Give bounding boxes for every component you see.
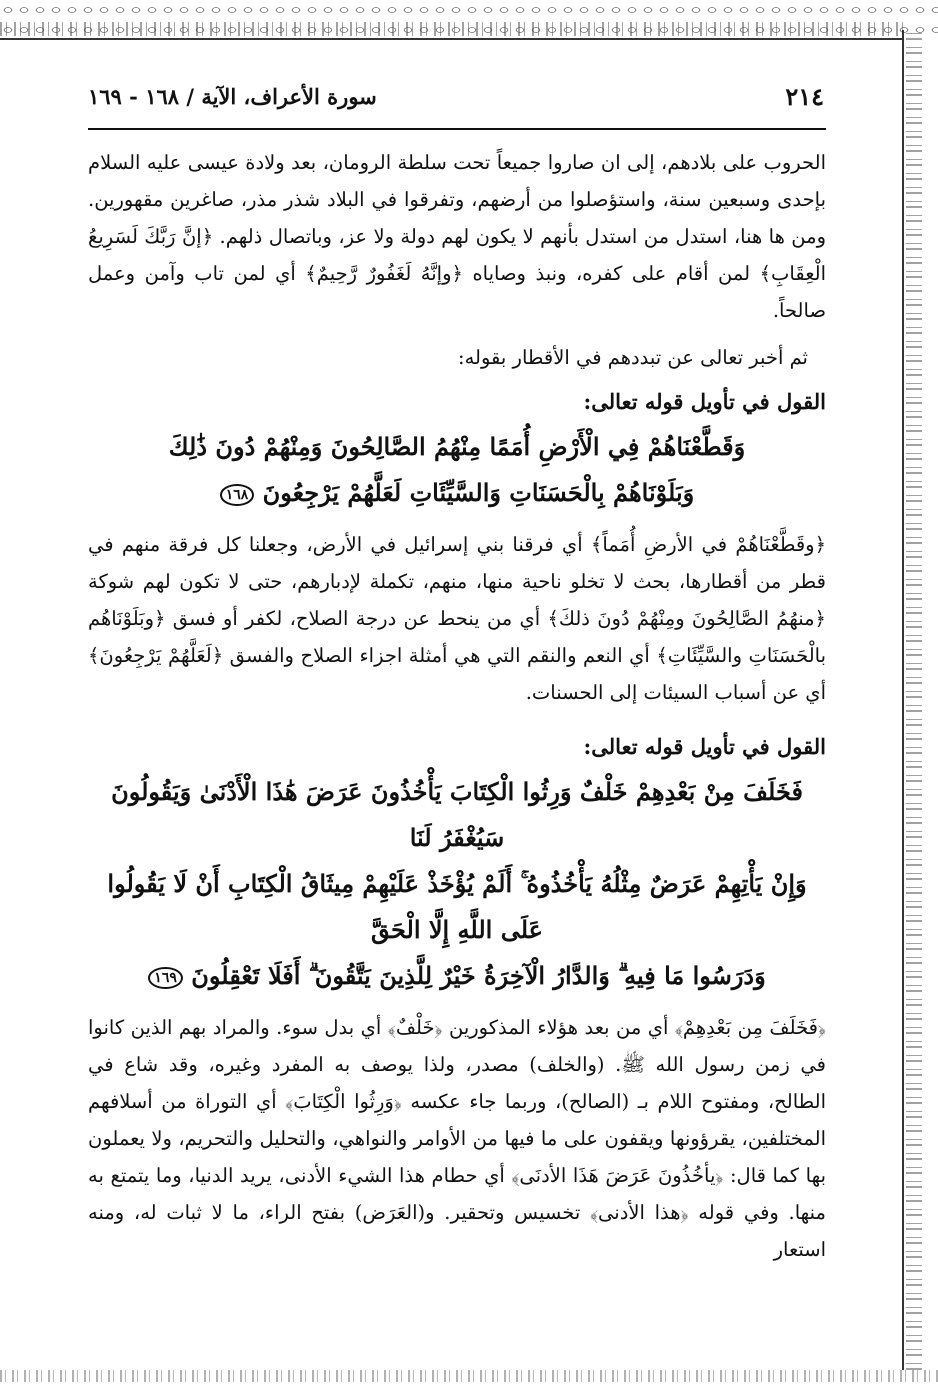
verse-168-line-1: وَقَطَّعْنَاهُمْ فِي الْأَرْضِ أُمَمًا مِنْهُمُ الصَّالِحُونَ وَمِنْهُمْ دُونَ ذَٰلِكَ [168, 432, 746, 461]
verse-number-169: ١٦٩ [148, 967, 183, 989]
verse-169 [88, 769, 826, 999]
decorative-border-bottom [0, 1362, 938, 1387]
border-line-right [902, 30, 904, 1370]
decorative-border-right [896, 0, 938, 1387]
border-pattern-top [0, 22, 910, 36]
running-header [88, 70, 826, 130]
verse-168-line-2-text: وَبَلَوْنَاهُمْ بِالْحَسَنَاتِ وَالسَّيِّئَاتِ لَعَلَّهُمْ يَرْجِعُونَ [262, 478, 695, 507]
section-title-2: القول في تأويل قوله تعالى: [583, 734, 826, 759]
paragraph-3: ﴿وقَطَّعْنَاهُمْ في الأرضِ أُمَماً﴾ أي فرقنا بني إسرائيل في الأرض، وجعلنا كل فرقة منهم في قطر من أقطارها، بحث لا تخلو ناحية منها، منهم، تكملة لإدبارهم، حتى لا تكون لهم شوكة ﴿منهُمُ الصَّالِحُونَ ومِنْهُمْ دُونَ ذلكَ﴾ أي من ينحط عن درجة الصلاح، لكفر أو فسق ﴿وبَلَوْنَاهُم بالْحَسَنَاتِ والسَّيِّئَاتِ﴾ أي النعم والنقم التي هي أمثلة اجزاء الصلاح والفسق ﴿لَعَلَّهُمْ يَرْجِعُونَ﴾ أي عن أسباب السيئات إلى الحسنات. [88, 533, 826, 704]
header-title: سورة الأعراف، الآية / ١٦٨ - ١٦٩ [88, 84, 377, 109]
paragraph-4: ﴿فَخَلَفَ مِن بَعْدِهِمْ﴾ أي من بعد هؤلاء المذكورين ﴿خَلْفٌ﴾ أي بدل سوء. والمراد بهم الذين كانوا في زمن رسول الله ﷺ. (والخلف) مصدر، ولذا يوصف به المفرد وغيره، وقد شاع في الطالح، ومفتوح اللام بـ (الصالح)، وربما جاء عكسه ﴿وَرِثُوا الْكِتَابَ﴾ أي التوراة من أسلافهم المختلفين، يقرؤونها ويقفون على ما فيها من الأوامر والنواهي، والتحليل والتحريم، ولا يعملون بها كما قال: ﴿يأخُذُونَ عَرَضَ هَذَا الأدنَى﴾ أي حطام هذا الشيء الأدنى، يريد الدنيا، وما يتمتع به منها. وفي قوله ﴿هذا الأدنى﴾ تخسيس وتحقير. و(العَرَض) بفتح الراء، ما لا ثبات له، ومنه استعار [88, 1016, 826, 1261]
section-title-1: القول في تأويل قوله تعالى: [583, 389, 826, 414]
main-text [88, 144, 826, 1268]
border-pattern-right [906, 30, 922, 1370]
verse-169-line-3 [88, 953, 826, 999]
page-number: ٢١٤ [785, 82, 824, 111]
verse-169-line-2: وَإِنْ يَأْتِهِمْ عَرَضٌ مِثْلُهُ يَأْخُذُوهُ ۚ أَلَمْ يُؤْخَذْ عَلَيْهِمْ مِيثَاقُ الْكِتَابِ أَنْ لَا يَقُولُوا عَلَى اللَّهِ إِلَّا الْحَقَّ [107, 869, 807, 944]
verse-168 [88, 424, 826, 516]
verse-168-line-2 [88, 470, 826, 516]
border-pattern-bottom [0, 1370, 938, 1382]
decorative-border-top [0, 0, 938, 46]
verse-169-line-1: فَخَلَفَ مِنْ بَعْدِهِمْ خَلْفٌ وَرِثُوا الْكِتَابَ يَأْخُذُونَ عَرَضَ هَٰذَا الْأَدْنَىٰ وَيَقُولُونَ سَيُغْفَرُ لَنَا [111, 777, 803, 852]
page-content [88, 70, 826, 1268]
border-line-top [0, 38, 904, 40]
verse-number-168: ١٦٨ [220, 484, 255, 506]
paragraph-1: الحروب على بلادهم، إلى ان صاروا جميعاً تحت سلطة الرومان، بعد ولادة عيسى عليه السلام بإحدى وسبعين سنة، واستؤصلوا من أرضهم، وتفرقوا في البلاد شذر مذر، صاغرين مقهورين. ومن ها هنا، استدل من استدل بأنهم لا يكون لهم دولة ولا عز، وباتصال ذلهم. ﴿إنَّ رَبَّكَ لَسَرِيعُ الْعِقَابِ﴾ لمن أقام على كفره، ونبذ وصاياه ﴿وإنَّهُ لَغَفُورٌ رَّحِيمٌ﴾ أي لمن تاب وآمن وعمل صالحاً. [88, 151, 826, 322]
paragraph-2: ثم أخبر تعالى عن تبددهم في الأقطار بقوله: [458, 346, 808, 369]
verse-169-line-3-text: وَدَرَسُوا مَا فِيهِ ۗ وَالدَّارُ الْآخِرَةُ خَيْرٌ لِلَّذِينَ يَتَّقُونَ ۗ أَفَلَا تَعْقِلُونَ [191, 961, 766, 990]
